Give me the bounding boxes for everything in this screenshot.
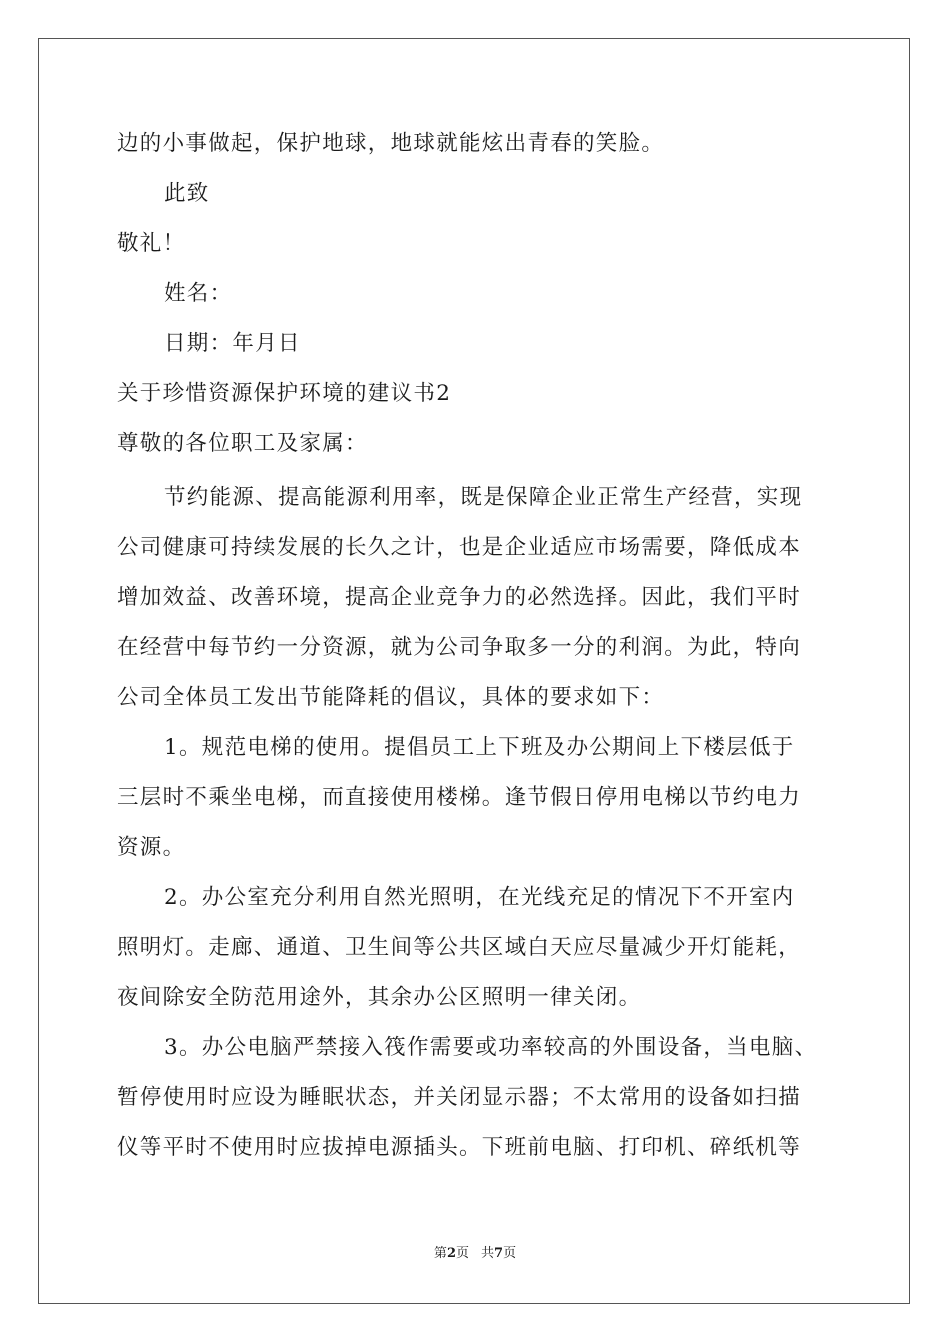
list-item-2-line: 2。办公室充分利用自然光照明，在光线充足的情况下不开室内 (164, 885, 795, 910)
text-line: 仪等平时不使用时应拔掉电源插头。下班前电脑、打印机、碎纸机等 (117, 1135, 802, 1160)
text-line: 暂停使用时应设为睡眠状态，并关闭显示器；不太常用的设备如扫描 (117, 1085, 802, 1110)
signature-date: 日期：年月日 (164, 331, 301, 356)
text-line: 边的小事做起，保护地球，地球就能炫出青春的笑脸。 (117, 131, 665, 156)
total-prefix: 共 (481, 1246, 495, 1261)
page-footer (0, 1244, 950, 1264)
text-line: 夜间除安全防范用途外，其余办公区照明一律关闭。 (117, 985, 642, 1010)
text-line: 资源。 (117, 835, 186, 860)
page-suffix: 页 (455, 1246, 469, 1261)
closing-salutation: 此致 (164, 181, 210, 206)
total-page-number: 7 (494, 1246, 504, 1261)
text-line: 增加效益、改善环境，提高企业竞争力的必然选择。因此，我们平时 (117, 585, 802, 610)
current-page-number: 2 (446, 1246, 456, 1261)
text-line: 公司全体员工发出节能降耗的倡议，具体的要求如下： (117, 685, 665, 710)
text-line: 照明灯。走廊、通道、卫生间等公共区域白天应尽量减少开灯能耗， (117, 935, 802, 960)
text-line: 三层时不乘坐电梯，而直接使用楼梯。逢节假日停用电梯以节约电力 (117, 785, 802, 810)
text-line: 在经营中每节约一分资源，就为公司争取多一分的利润。为此，特向 (117, 635, 802, 660)
text-line: 节约能源、提高能源利用率，既是保障企业正常生产经营，实现 (164, 485, 803, 510)
greeting: 尊敬的各位职工及家属： (117, 431, 368, 456)
text-line: 公司健康可持续发展的长久之计，也是企业适应市场需要，降低成本 (117, 535, 802, 560)
closing-regards: 敬礼！ (117, 231, 186, 256)
section-title: 关于珍惜资源保护环境的建议书2 (117, 381, 452, 406)
page-prefix: 第 (433, 1246, 447, 1261)
signature-name: 姓名： (164, 281, 233, 306)
list-item-1-line: 1。规范电梯的使用。提倡员工上下班及办公期间上下楼层低于 (164, 735, 795, 760)
total-suffix: 页 (503, 1246, 517, 1261)
list-item-3-line: 3。办公电脑严禁接入筏作需要或功率较高的外围设备，当电脑、 (164, 1035, 818, 1060)
